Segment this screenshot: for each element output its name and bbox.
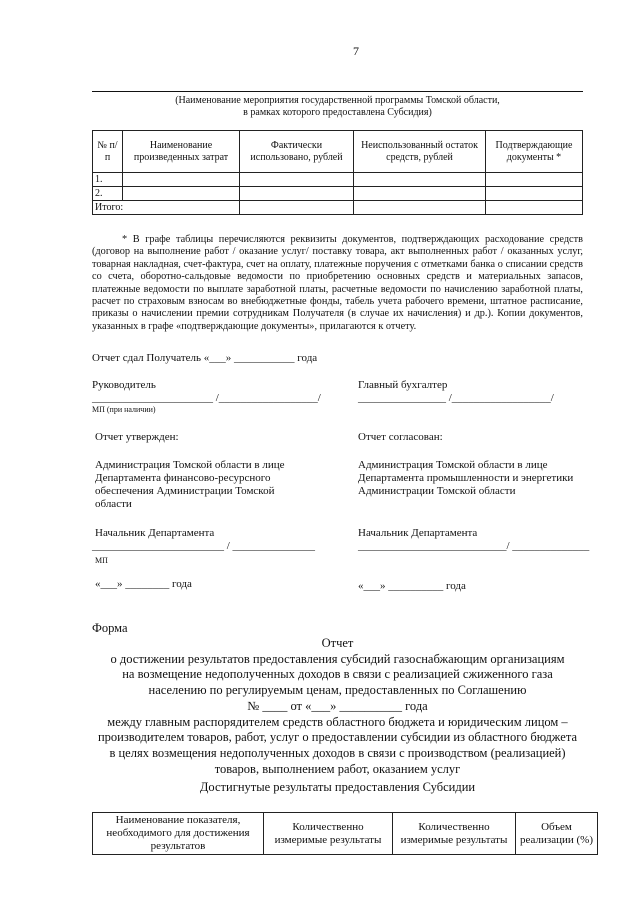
row-number: 1. bbox=[93, 173, 123, 187]
date-left: «___» ________ года bbox=[95, 578, 192, 590]
header-cell: № п/п bbox=[93, 131, 123, 173]
accountant-label: Главный бухгалтер bbox=[358, 379, 448, 391]
table-header-row bbox=[93, 131, 583, 173]
agreed-label: Отчет согласован: bbox=[358, 431, 443, 443]
total-row bbox=[93, 201, 583, 215]
total-label: Итого: bbox=[93, 201, 240, 215]
form-label: Форма bbox=[92, 621, 128, 635]
right-organization: Администрация Томской области в лице Департамента промышленности и энергетики Администрации Томской области bbox=[358, 459, 574, 497]
fill-in-line bbox=[92, 91, 583, 92]
submitted-line: Отчет сдал Получатель «___» ___________ года bbox=[92, 352, 318, 364]
table-header-row bbox=[93, 813, 598, 855]
results-subtitle: Достигнутые результаты предоставления Субсидии bbox=[199, 780, 476, 794]
header-cell: Наименование показателя, необходимого для достижения результатов bbox=[93, 813, 264, 855]
accountant-signature-line: ________________ /__________________/ bbox=[358, 392, 554, 404]
chief-left-label: Начальник Департамента bbox=[95, 527, 215, 539]
left-organization: Администрация Томской области в лице Департамента финансово-ресурсного обеспечения Администрации Томской области bbox=[95, 459, 285, 510]
head-signature-line: ______________________ /__________________/ bbox=[92, 392, 321, 404]
row-number: 2. bbox=[93, 187, 123, 201]
chief-right-label: Начальник Департамента bbox=[358, 527, 478, 539]
page-number: 7 bbox=[353, 44, 359, 58]
header-cell: Подтверждающие документы * bbox=[486, 131, 583, 173]
caption-line: (Наименование мероприятия государственной программы Томской области, bbox=[175, 95, 500, 106]
table-row bbox=[93, 187, 583, 201]
caption bbox=[92, 95, 583, 119]
header-cell: Количественно измеримые результаты bbox=[264, 813, 393, 855]
approved-label: Отчет утвержден: bbox=[95, 431, 179, 443]
chief-left-signature-line: ________________________ / _______________ bbox=[92, 540, 316, 552]
footnote: * В графе таблицы перечисляются реквизиты документов, подтверждающих расходование средств (договор на выполнение работ / оказание услуг/ поставку товара, акт выполненных работ / оказанных услуг, товарная накладная, счет-фактура, счет на оплату, платежные поручения с отметками банка о списании средств со счета, оборотно-сальдовые ведомости по приобретению основных средств и материальных запасов, платежные ведомости по выплате заработной платы, расчетные ведомости по начислению заработной платы, расчет по страховым взносам во внебюджетные фонды, табель учета рабочего времени, штатное расписание, приказы о начислении премии сотрудникам Получателя (в случае их начисления) и др.). Копии документов, указанных в графе «подтверждающие документы», прилагаются к отчету. bbox=[92, 234, 583, 332]
expense-table bbox=[92, 130, 583, 215]
head-label: Руководитель bbox=[92, 379, 156, 391]
header-cell: Наименование произведенных затрат bbox=[123, 131, 240, 173]
header-cell: Неиспользованный остаток средств, рублей bbox=[354, 131, 486, 173]
caption-line: в рамках которого предоставлена Субсидия) bbox=[243, 107, 432, 118]
header-cell: Фактически использовано, рублей bbox=[240, 131, 354, 173]
table-row bbox=[93, 173, 583, 187]
header-cell: Объем реализации (%) bbox=[516, 813, 598, 855]
stamp-note: МП (при наличии) bbox=[92, 405, 156, 414]
results-table bbox=[92, 812, 598, 855]
form-title: Отчет bbox=[321, 636, 354, 650]
form-title-block: Отчет о достижении результатов предоставления субсидий газоснабжающим организациям на возмещение недополученных доходов в связи с реализацией сжиженного газа населению по регулируемым ценам, предоставленных по Соглашению № ____ от «___» __________ года между главным распорядителем средств областного бюджета и юридическим лицом – производителем товаров, работ, услуг о предоставлении субсидии из областного бюджета в целях возмещения недополученных доходов в связи с производством (реализацией) товаров, выполнением работ, оказанием услуг bbox=[92, 636, 583, 777]
stamp-label: МП bbox=[95, 556, 108, 565]
date-right: «___» __________ года bbox=[358, 580, 466, 592]
chief-right-signature-line: ___________________________/ ______________ bbox=[358, 540, 590, 552]
header-cell: Количественно измеримые результаты bbox=[393, 813, 516, 855]
